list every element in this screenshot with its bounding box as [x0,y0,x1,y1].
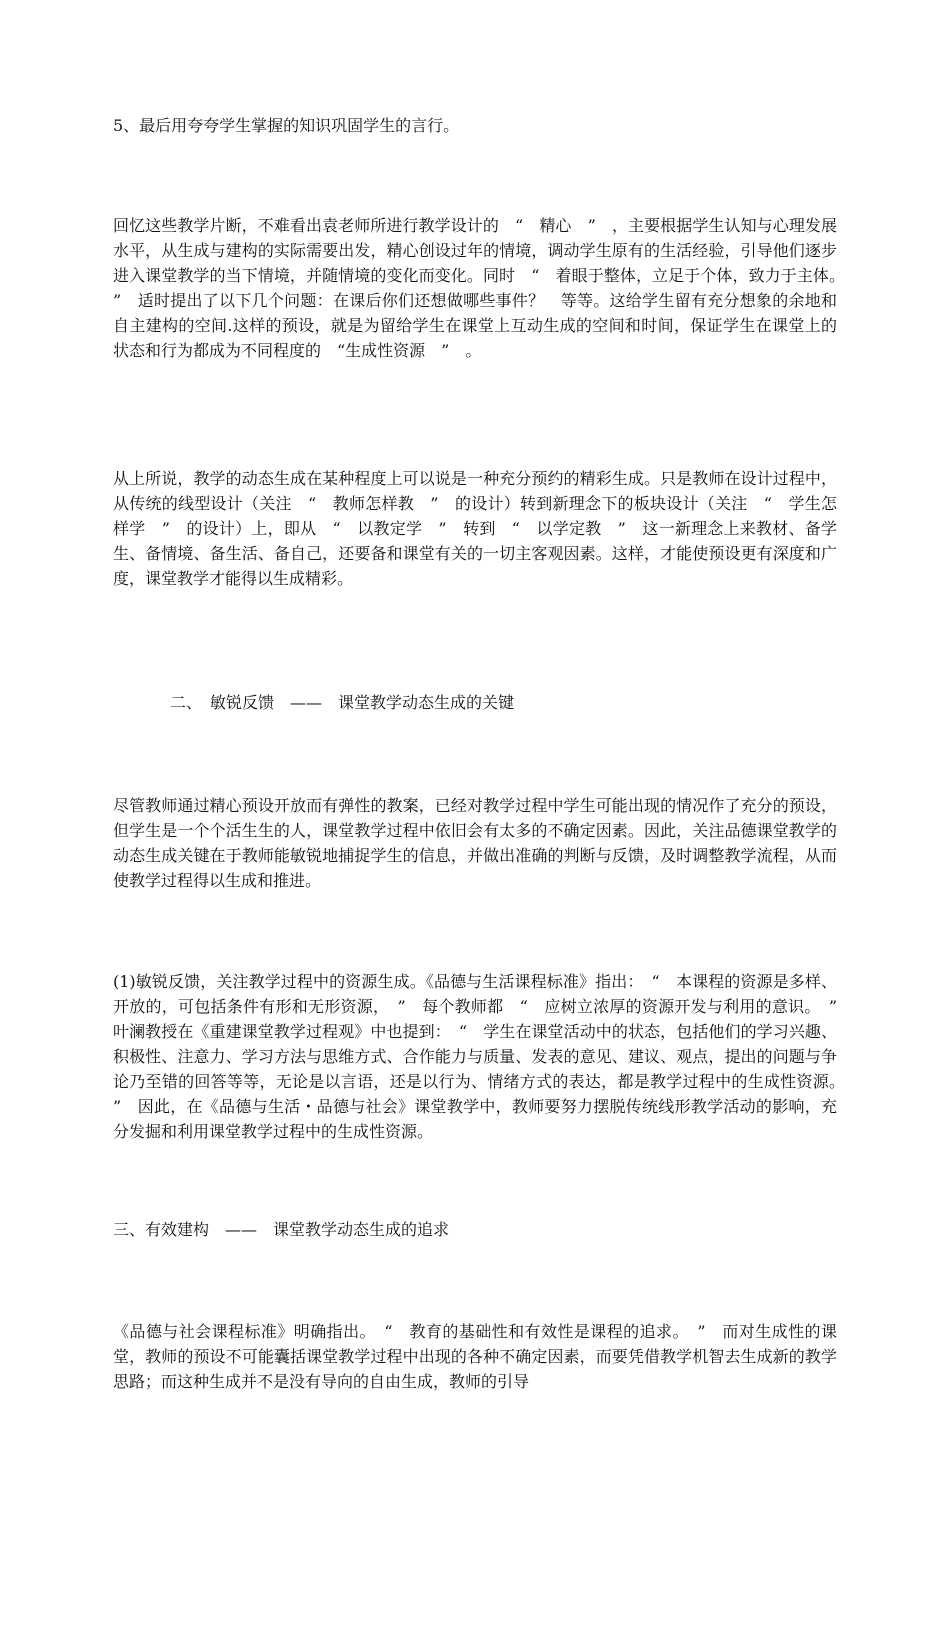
paragraph-sensitive-feedback: 尽管教师通过精心预设开放而有弹性的教案，已经对教学过程中学生可能出现的情况作了充分的预设，但学生是一个个活生生的人，课堂教学过程中依旧会有太多的不确定因素。因此，关注品德课堂教学的动态生成关键在于教师能敏锐地捕捉学生的信息，并做出准确的判断与反馈，及时调整教学流程，从而使教学过程得以生成和推进。 [113,796,837,890]
list-item-5: 5、最后用夸夸学生掌握的知识巩固学生的言行。 [113,116,460,135]
paragraph-point-1: (1)敏锐反馈，关注教学过程中的资源生成。《品德与生活课程标准》指出： “ 本课程的资源是多样、开放的，可包括条件有形和无形资源， ” 每个教师都 “ 应树立浓厚的资源开发与利用的意识。 ” 叶澜教授在《重建课堂教学过程观》中也提到： “ 学生在课堂活动中的状态，包括他们的学习兴趣、积极性、注意力、学习方法与思维方式、合作能力与质量、发表的意见、建议、观点，提出的问题与争论乃至错的回答等等，无论是以言语，还是以行为、情绪方式的表达，都是教学过程中的生成性资源。 ” 因此，在《品德与生活・品德与社会》课堂教学中，教师要努力摆脱传统线形教学活动的影响，充分发掘和利用课堂教学过程中的生成性资源。 [113,972,854,1141]
section-heading-2: 二、 敏锐反馈 —— 课堂教学动态生成的关键 [170,693,515,712]
section-heading-3: 三、有效建构 —— 课堂教学动态生成的追求 [113,1220,450,1239]
paragraph-dynamic-generation-summary: 从上所说，教学的动态生成在某种程度上可以说是一种充分预约的精彩生成。只是教师在设计过程中，从传统的线型设计（关注 “ 教师怎样教 ” 的设计）转到新理念下的板块设计（关注 “ 学生怎样学 ” 的设计）上，即从 “ 以教定学 ” 转到 “ 以学定教 ” 这一新理念上来教材、备学生、备情境、备生活、备自己，还要备和课堂有关的一切主客观因素。这样，才能使预设更有深度和广度，课堂教学才能得以生成精彩。 [113,469,837,588]
paragraph-recall-teaching-segments: 回忆这些教学片断，不难看出袁老师所进行教学设计的 “ 精心 ” ，主要根据学生认知与心理发展水平，从生成与建构的实际需要出发，精心创设过年的情境，调动学生原有的生活经验，引导他们逐步进入课堂教学的当下情境，并随情境的变化而变化。同时 “ 着眼于整体，立足于个体，致力于主体。 ” 适时提出了以下几个问题：在课后你们还想做哪些事件？ 等等。这给学生留有充分想象的余地和自主建构的空间.这样的预设，就是为留给学生在课堂上互动生成的空间和时间，保证学生在课堂上的状态和行为都成为不同程度的 “生成性资源 ” 。 [113,216,854,360]
paragraph-effective-construction: 《品德与社会课程标准》明确指出。 “ 教育的基础性和有效性是课程的追求。 ” 而对生成性的课堂，教师的预设不可能囊括课堂教学过程中出现的各种不确定因素，而要凭借教学机智去生成新的教学思路；而这种生成并不是没有导向的自由生成，教师的引导 [113,1322,837,1391]
